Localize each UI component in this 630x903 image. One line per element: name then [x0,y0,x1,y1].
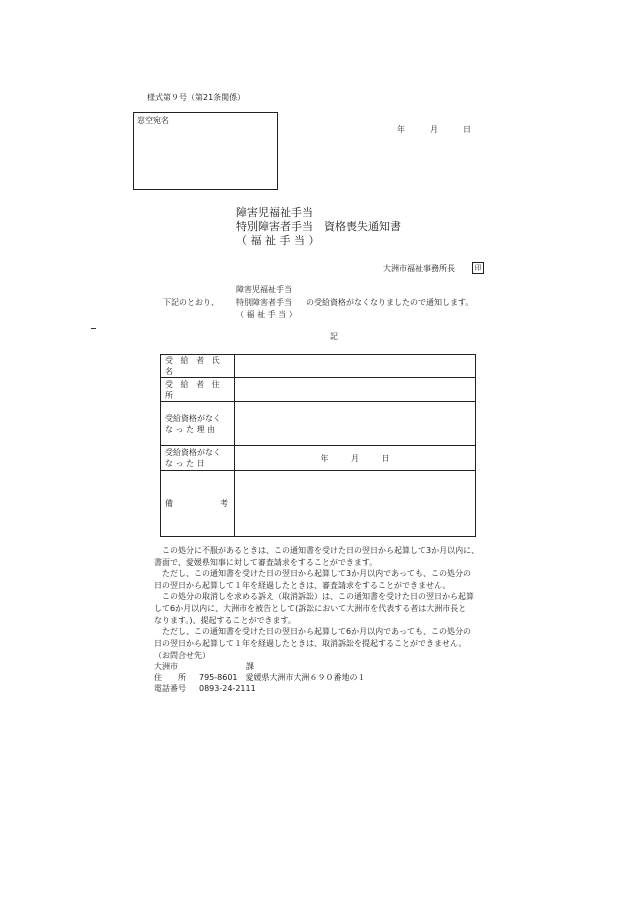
margin-mark [91,328,96,329]
date-month: 月 [430,125,438,134]
appeal-paragraph-line: 日の翌日から起算して１年を経過したときは、取消訴訟を提起することができません。 [154,638,467,648]
loss-date-month: 月 [351,453,359,463]
intro-allowance-3: （ 福 祉 手 当 ） [236,310,297,319]
appeal-paragraph-line: 日の翌日から起算して１年を経過したときは、審査請求をすることができません。 [154,580,451,590]
contact-city: 大洲市 [154,662,178,671]
contact-phone-label: 電話番号 [154,684,186,693]
remarks-value [235,471,476,537]
contact-block [154,650,366,694]
contact-section-suffix: 課 [246,662,254,671]
appeal-paragraph-line: この処分の取消しを求める訴え（取消訴訟）は、この通知書を受けた日の翌日から起算 [154,592,474,602]
contact-department [154,661,366,672]
intro-allowance-1: 障害児福祉手当 [236,285,292,294]
table-row-recipient-address [161,378,476,402]
appeal-paragraph-line: して6か月以内に、大洲市を被告として(訴訟において大洲市を代表する者は大洲市長と [154,603,467,613]
table-row-remarks [161,471,476,537]
appeal-paragraph-line: ただし、この通知書を受けた日の翌日から起算して3か月以内であっても、この処分の [154,569,472,579]
appeal-notice [154,545,484,649]
table-row-loss-date [161,446,476,471]
contact-address-label: 住 所 [154,673,186,682]
intro-suffix: の受給資格がなくなりましたので通知します。 [306,298,474,307]
appeal-paragraph-line: なります。)、提起することができます。 [154,615,296,625]
reason-label: 受給資格がなく な っ た 理 由 [161,402,235,446]
address-window-box [133,112,278,190]
remarks-label: 備 考 [161,471,235,537]
reason-value [235,402,476,446]
appeal-paragraph-line: ただし、この通知書を受けた日の翌日から起算して6か月以内であっても、この処分の [154,627,472,637]
contact-address-text: 愛媛県大洲市大洲６９０番地の１ [245,673,366,682]
recipient-address-value [235,378,476,402]
contact-heading: （お問合せ先） [154,651,210,660]
contact-address [154,672,366,683]
intro-prefix: 下記のとおり、 [163,298,219,307]
info-table [160,354,476,537]
loss-date-value [235,446,476,471]
appeal-paragraph-line: この処分に不服があるときは、この通知書を受けた日の翌日から起算して3か月以内に、 [154,546,480,555]
seal-mark: 印 [472,262,484,274]
issuer-name: 大洲市福祉事務所長 [383,264,455,273]
appeal-paragraph-line: 書面で、愛媛県知事に対して審査請求をすることができます。 [154,557,378,567]
loss-date-label: 受給資格がなく な っ た 日 [161,446,235,471]
recipient-name-value [235,355,476,378]
recipient-name-label: 受 給 者 氏 名 [161,355,235,378]
date-day: 日 [463,125,471,134]
address-window-label: 窓空宛名 [137,116,169,125]
ki-heading: 記 [330,332,338,341]
loss-date-day: 日 [381,453,390,463]
title-line-1: 障害児福祉手当 [236,206,313,219]
title-line-2: 特別障害者手当 資格喪失通知書 [236,220,401,233]
title-line-3: （ 福 祉 手 当 ） [236,234,320,247]
loss-date-year: 年 [320,453,329,463]
contact-postal-code: 795-8601 [199,673,238,682]
date-year: 年 [397,125,405,134]
table-row-reason [161,402,476,446]
table-row-recipient-name [161,355,476,378]
contact-phone [154,683,366,694]
intro-allowance-2: 特別障害者手当 [236,298,292,307]
contact-phone-number: 0893-24-2111 [199,684,256,693]
form-number: 様式第９号（第21条関係） [147,93,246,102]
recipient-address-label: 受 給 者 住 所 [161,378,235,402]
